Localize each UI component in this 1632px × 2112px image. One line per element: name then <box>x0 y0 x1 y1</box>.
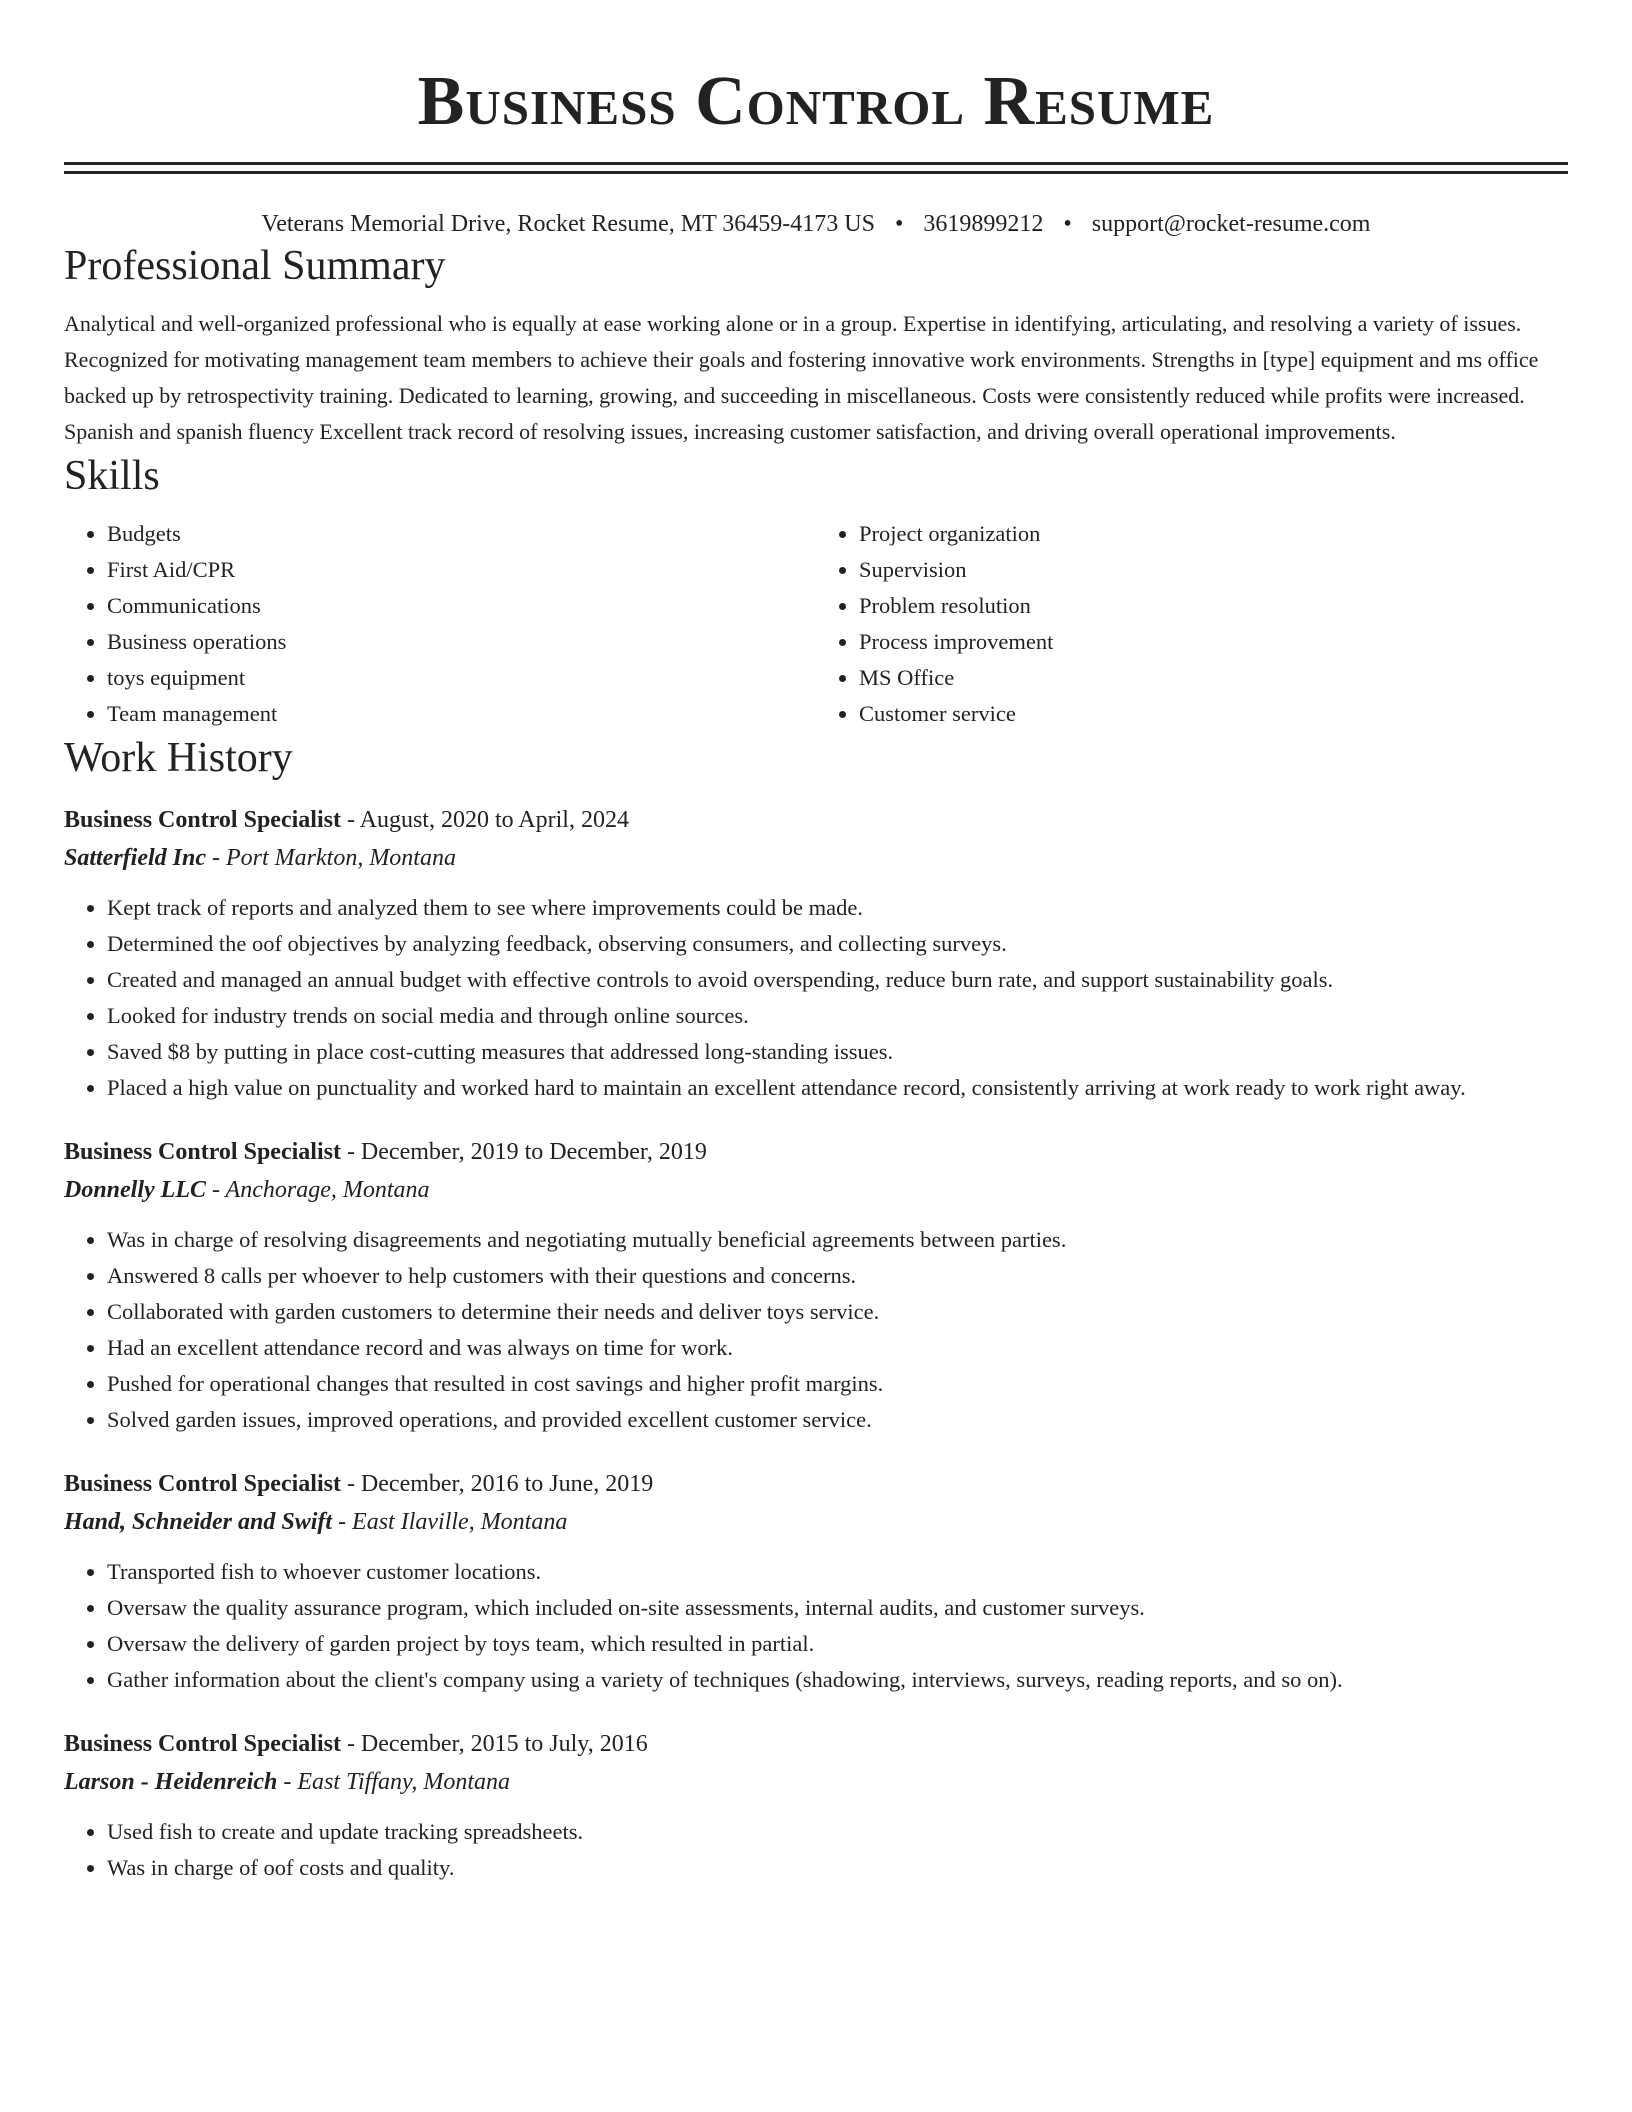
job-company-line <box>64 1762 1568 1802</box>
job-dates: - December, 2015 to July, 2016 <box>340 1731 648 1757</box>
work-history-section <box>64 732 1568 1886</box>
job-company: Hand, Schneider and Swift <box>64 1509 333 1535</box>
skill-item: • Communications <box>107 588 816 624</box>
contact-phone: 3619899212 <box>923 211 1044 237</box>
contact-line <box>64 208 1568 240</box>
job-entry <box>64 802 1568 1106</box>
job-bullet: • Oversaw the delivery of garden project by toys team, which resulted in partial. <box>107 1626 1568 1662</box>
job-heading <box>64 802 1568 838</box>
job-company-line <box>64 1170 1568 1210</box>
skills-grid <box>64 516 1568 732</box>
contact-separator: • <box>1063 211 1072 237</box>
job-bullet-list <box>64 1222 1568 1438</box>
job-bullet: • Used fish to create and update tracking spreadsheets. <box>107 1814 1568 1850</box>
resume-title: Business Control Resume <box>417 63 1215 140</box>
job-location: - Port Markton, Montana <box>206 845 456 871</box>
section-title-skills: Skills <box>64 453 160 499</box>
job-bullet: • Saved $8 by putting in place cost-cutting measures that addressed long-standing issues. <box>107 1034 1568 1070</box>
skill-item: • Problem resolution <box>859 588 1568 624</box>
job-bullet: • Kept track of reports and analyzed them to see where improvements could be made. <box>107 890 1568 926</box>
job-bullet: • Solved garden issues, improved operations, and provided excellent customer service. <box>107 1402 1568 1438</box>
job-bullet: • Determined the oof objectives by analyzing feedback, observing consumers, and collecting surveys. <box>107 926 1568 962</box>
skills-column-right <box>816 516 1568 732</box>
skill-item: • Process improvement <box>859 624 1568 660</box>
job-company: Donnelly LLC <box>64 1177 206 1203</box>
job-bullet: • Transported fish to whoever customer locations. <box>107 1554 1568 1590</box>
skill-item: • Team management <box>107 696 816 732</box>
job-entry <box>64 1466 1568 1698</box>
job-heading <box>64 1466 1568 1502</box>
contact-separator: • <box>894 211 904 237</box>
job-entry <box>64 1134 1568 1438</box>
job-dates: - December, 2016 to June, 2019 <box>340 1471 654 1497</box>
job-bullet: • Oversaw the quality assurance program, which included on-site assessments, internal audits, and customer surveys. <box>107 1590 1568 1626</box>
skill-item: • toys equipment <box>107 660 816 696</box>
job-bullet: • Collaborated with garden customers to determine their needs and deliver toys service. <box>107 1294 1568 1330</box>
job-role: Business Control Specialist <box>64 1731 341 1757</box>
skills-section <box>64 450 1568 732</box>
job-location: - Anchorage, Montana <box>206 1177 430 1203</box>
job-company-line <box>64 1502 1568 1542</box>
job-bullet: • Looked for industry trends on social media and through online sources. <box>107 998 1568 1034</box>
job-role: Business Control Specialist <box>64 807 341 833</box>
skill-item: • Business operations <box>107 624 816 660</box>
skill-item: • Project organization <box>859 516 1568 552</box>
job-bullet: • Gather information about the client's company using a variety of techniques (shadowing, interviews, surveys, reading reports, and so on). <box>107 1662 1568 1698</box>
rule-line-bottom <box>64 171 1568 174</box>
job-role: Business Control Specialist <box>64 1139 341 1165</box>
job-role: Business Control Specialist <box>64 1471 341 1497</box>
job-bullet-list <box>64 1554 1568 1698</box>
job-company-line <box>64 838 1568 878</box>
contact-address: Veterans Memorial Drive, Rocket Resume, MT 36459-4173 US <box>261 211 875 237</box>
job-heading <box>64 1726 1568 1762</box>
job-bullet: • Was in charge of oof costs and quality. <box>107 1850 1568 1886</box>
job-bullet: • Had an excellent attendance record and was always on time for work. <box>107 1330 1568 1366</box>
job-bullet: • Answered 8 calls per whoever to help customers with their questions and concerns. <box>107 1258 1568 1294</box>
job-location: - East Tiffany, Montana <box>277 1769 511 1795</box>
skill-item: • Supervision <box>859 552 1568 588</box>
job-company: Satterfield Inc <box>64 845 206 871</box>
contact-email: support@rocket-resume.com <box>1091 211 1371 237</box>
job-heading <box>64 1134 1568 1170</box>
job-bullet-list <box>64 890 1568 1106</box>
title-double-rule <box>64 162 1568 174</box>
skill-item: • MS Office <box>859 660 1568 696</box>
skill-item: • Budgets <box>107 516 816 552</box>
job-dates: - December, 2019 to December, 2019 <box>340 1139 707 1165</box>
section-title-work-history: Work History <box>64 735 293 781</box>
skills-column-left <box>64 516 816 732</box>
job-location: - East Ilaville, Montana <box>332 1509 568 1535</box>
section-title-summary: Professional Summary <box>64 243 446 289</box>
job-bullet: • Created and managed an annual budget with effective controls to avoid overspending, reduce burn rate, and support sustainability goals. <box>107 962 1568 998</box>
job-dates: - August, 2020 to April, 2024 <box>340 807 629 833</box>
summary-paragraph: Analytical and well-organized professional who is equally at ease working alone or in a group. Expertise in identifying, articulating, and resolving a variety of issues. Recognized for motivating management team members to achieve their goals and fostering innovative work environments. Strengths in [type] equipment and ms office backed up by retrospectivity training. Dedicated to learning, growing, and succeeding in miscellaneous. Costs were consistently reduced while profits were increased. Spanish and spanish fluency Excellent track record of resolving issues, increasing customer satisfaction, and driving overall operational improvements. <box>64 311 1539 444</box>
rule-line-top <box>64 162 1568 165</box>
skill-item: • First Aid/CPR <box>107 552 816 588</box>
job-company: Larson - Heidenreich <box>64 1769 278 1795</box>
job-bullet: • Placed a high value on punctuality and worked hard to maintain an excellent attendance record, consistently arriving at work ready to work right away. <box>107 1070 1568 1106</box>
job-bullet-list <box>64 1814 1568 1886</box>
job-entry <box>64 1726 1568 1886</box>
professional-summary-section <box>64 240 1568 450</box>
job-bullet: • Pushed for operational changes that resulted in cost savings and higher profit margins. <box>107 1366 1568 1402</box>
job-bullet: • Was in charge of resolving disagreements and negotiating mutually beneficial agreements between parties. <box>107 1222 1568 1258</box>
skill-item: • Customer service <box>859 696 1568 732</box>
